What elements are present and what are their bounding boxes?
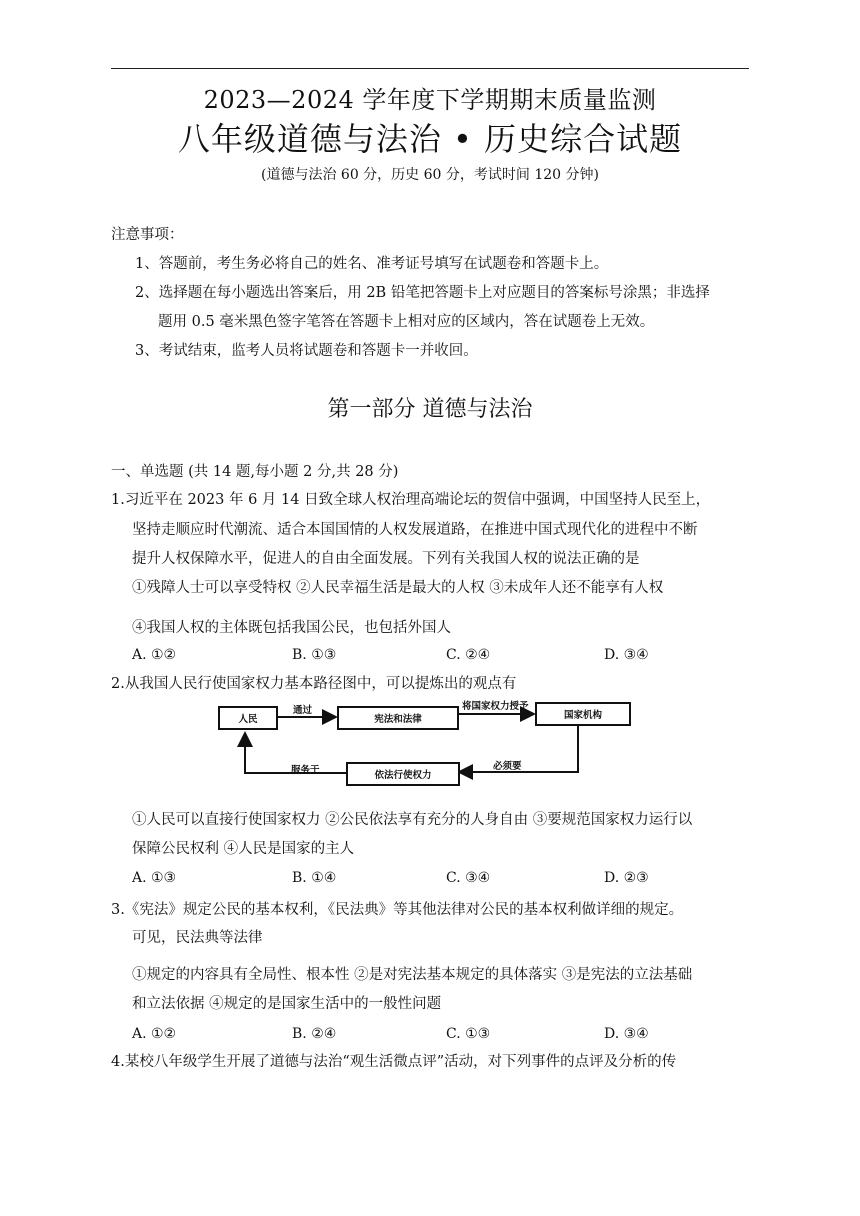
notice-title: 注意事项： [111,227,184,243]
exam-main-title: 八年级道德与法治 • 历史综合试题 [177,120,683,158]
question-2-statement: 保障公民权利 ④人民是国家的主人 [132,841,355,857]
question-3-option-c: C. ①③ [446,1026,491,1042]
question-2-option-b: B. ①④ [292,870,337,886]
question-1-line: 提升人权保障水平，促进人的自由全面发展。下列有关我国人权的说法正确的是 [132,551,640,567]
question-1-line: 1.习近平在 2023 年 6 月 14 日致全球人权治理高端论坛的贺信中强调，中国坚持人民至上， [111,492,711,508]
diagram-box-people: 人民 [218,706,278,730]
question-4-line: 4.某校八年级学生开展了道德与法治“观生活微点评”活动，对下列事件的点评及分析的传 [111,1054,677,1070]
question-1-statement: ④我国人权的主体既包括我国公民，也包括外国人 [132,620,451,636]
notice-item: 题用 0.5 毫米黑色签字笔答在答题卡上相对应的区域内，答在试题卷上无效。 [158,314,655,330]
question-1-option-d: D. ③④ [604,647,649,663]
question-1-statement: ①残障人士可以享受特权 ②人民幸福生活是最大的人权 ③未成年人还不能享有人权 [132,580,664,596]
exam-year-title: 2023—2024 学年度下学期期末质量监测 [203,86,657,114]
exam-subtitle: (道德与法治 60 分，历史 60 分，考试时间 120 分钟) [261,167,599,183]
question-3-option-b: B. ②④ [292,1026,337,1042]
question-3-statement: 和立法依据 ④规定的是国家生活中的一般性问题 [132,996,442,1012]
question-2-line: 2.从我国人民行使国家权力基本路径图中，可以提炼出的观点有 [111,676,517,692]
question-1-option-b: B. ①③ [292,647,337,663]
diagram-label-must: 必须要 [493,761,522,772]
question-3-statement: ①规定的内容具有全局性、根本性 ②是对宪法基本规定的具体落实 ③是宪法的立法基础 [132,967,693,983]
diagram-box-constitution-law: 宪法和法律 [337,706,459,730]
diagram-label-grant-power: 将国家权力授予 [462,701,529,712]
question-3-option-a: A. ①② [132,1026,177,1042]
question-3-line: 3.《宪法》规定公民的基本权利，《民法典》等其他法律对公民的基本权利做详细的规定。 [111,902,684,918]
diagram-box-state-organs: 国家机构 [535,702,631,726]
notice-item: 1、答题前，考生务必将自己的姓名、准考证号填写在试题卷和答题卡上。 [135,256,609,272]
diagram-label-through: 通过 [293,705,313,716]
diagram-box-exercise-power: 依法行使权力 [346,762,460,786]
question-3-line: 可见，民法典等法律 [132,930,263,946]
section-title: 一、单选题 (共 14 题,每小题 2 分,共 28 分) [111,464,399,480]
state-power-path-diagram [213,697,643,787]
question-2-statement: ①人民可以直接行使国家权力 ②公民依法享有充分的人身自由 ③要规范国家权力运行以 [132,812,693,828]
question-1-line: 坚持走顺应时代潮流、适合本国国情的人权发展道路，在推进中国式现代化的进程中不断 [132,522,698,538]
top-rule [111,68,749,69]
diagram-label-serve: 服务于 [291,765,320,776]
question-1-option-c: C. ②④ [446,647,491,663]
notice-item: 2、选择题在每小题选出答案后，用 2B 铅笔把答题卡上对应题目的答案标号涂黑；非选择 [135,285,710,301]
notice-item: 3、考试结束，监考人员将试题卷和答题卡一并收回。 [135,343,478,359]
question-2-option-c: C. ③④ [446,870,491,886]
question-2-option-a: A. ①③ [132,870,177,886]
question-3-option-d: D. ③④ [604,1026,649,1042]
question-1-option-a: A. ①② [132,647,177,663]
part-title: 第一部分 道德与法治 [327,397,533,422]
question-2-option-d: D. ②③ [604,870,649,886]
